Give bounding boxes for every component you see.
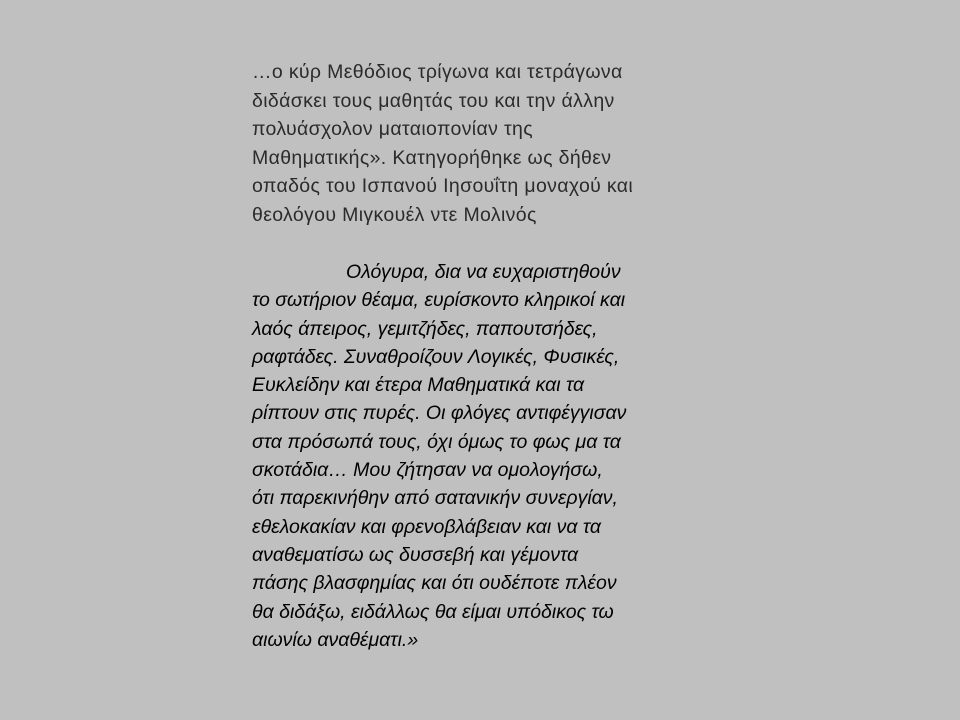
text-line: εθελοκακίαν και φρενοβλάβειαν και να τα [252, 515, 602, 538]
text-line: λαός άπειρος, γεμιτζήδες, παπουτσήδες, [252, 317, 598, 340]
text-line: στα πρόσωπά τους, όχι όμως το φως μα τα [252, 430, 621, 453]
text-line: πάσης βλασφημίας και ότι ουδέποτε πλέον [252, 572, 617, 595]
text-line: Ευκλείδην και έτερα Μαθηματικά και τα [252, 374, 585, 397]
text-line: διδάσκει τους μαθητάς του και την άλλην [252, 89, 615, 112]
text-line: το σωτήριον θέαμα, ευρίσκοντο κληρικοί και [252, 289, 626, 312]
text-line: …ο κύρ Μεθόδιος τρίγωνα και τετράγωνα [252, 61, 623, 83]
text-line: πολυάσχολον ματαιοπονίαν της [252, 118, 533, 140]
text-line: ρίπτουν στις πυρές. Οι φλόγες αντιφέγγισαν [252, 402, 627, 425]
text-line: Ολόγυρα, δια να ευχαριστηθούν [346, 261, 621, 283]
narrative-paragraph [252, 58, 633, 229]
text-line: Μαθηματικής». Κατηγορήθηκε ως δήθεν [252, 146, 612, 169]
text-line: οπαδός του Ισπανού Ιησουΐτη μοναχού και [252, 175, 634, 197]
text-line: θεολόγου Μιγκουέλ ντε Μολινός [252, 203, 537, 226]
text-line: αναθεματίσω ως δυσσεβή και γέμοντα [252, 543, 579, 566]
text-line: σκοτάδια… Μου ζήτησαν να ομολογήσω, [252, 459, 603, 482]
text-line: θα διδάξω, ειδάλλως θα είμαι υπόδικος τω [252, 600, 614, 623]
text-line: ότι παρεκινήθην από σατανικήν συνεργίαν, [252, 487, 618, 510]
text-line: αιωνίω αναθέματι.» [252, 628, 419, 651]
quoted-paragraph [252, 258, 626, 654]
text-line: ραφτάδες. Συναθροίζουν Λογικές, Φυσικές, [252, 345, 620, 368]
